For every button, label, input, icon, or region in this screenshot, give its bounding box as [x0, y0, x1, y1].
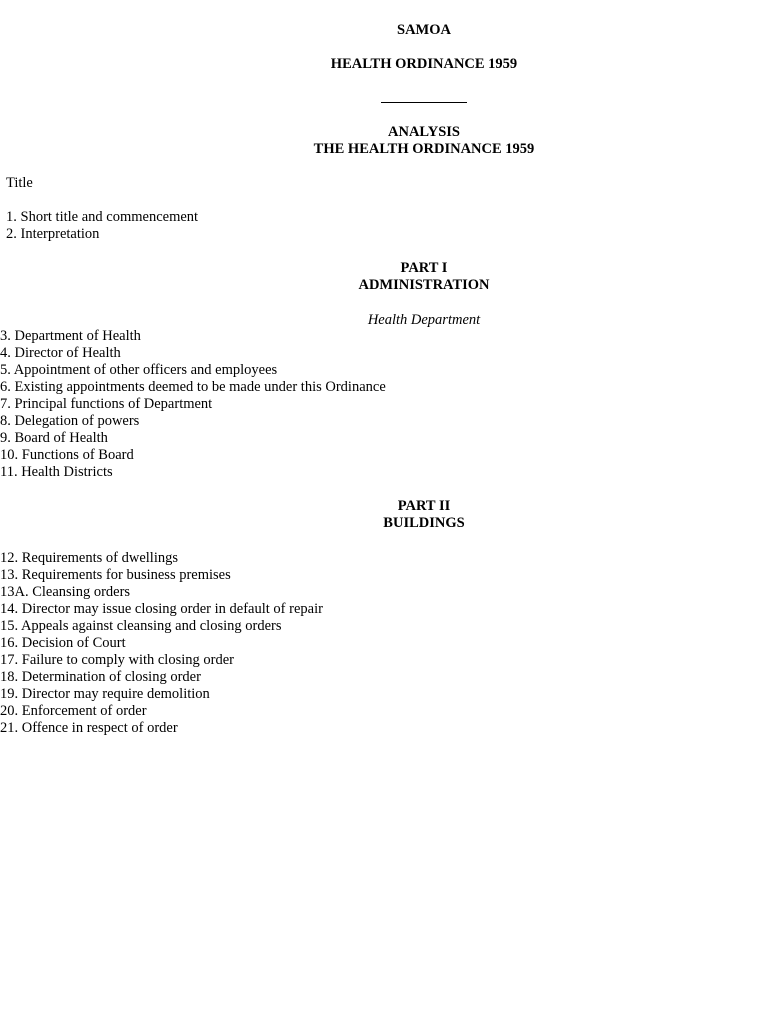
part-1-subheading: Health Department: [367, 312, 481, 328]
list-item: 16. Decision of Court: [0, 635, 126, 651]
preliminary-list: [6, 209, 198, 243]
part-2-heading: BUILDINGS: [383, 515, 465, 531]
list-item: 9. Board of Health: [0, 430, 108, 446]
list-item: 11. Health Districts: [0, 464, 113, 480]
list-item: 19. Director may require demolition: [0, 686, 210, 702]
list-item: 13A. Cleansing orders: [0, 584, 131, 600]
part-1-heading: ADMINISTRATION: [358, 277, 490, 293]
list-item: 8. Delegation of powers: [0, 413, 140, 429]
analysis-label: ANALYSIS: [388, 124, 460, 140]
list-item: 21. Offence in respect of order: [0, 720, 178, 736]
list-item: 3. Department of Health: [0, 328, 141, 344]
list-item: 12. Requirements of dwellings: [0, 550, 179, 566]
list-item: 2. Interpretation: [6, 226, 100, 242]
list-item: 1. Short title and commencement: [6, 209, 199, 225]
country-heading: SAMOA: [397, 22, 451, 38]
title-divider: [381, 102, 467, 103]
list-item: 13. Requirements for business premises: [0, 567, 231, 583]
part-2-list: [0, 550, 323, 737]
title-entry: Title: [6, 175, 33, 191]
list-item: 10. Functions of Board: [0, 447, 134, 463]
act-title: HEALTH ORDINANCE 1959: [330, 56, 518, 72]
list-item: 6. Existing appointments deemed to be made under this Ordinance: [0, 379, 386, 395]
list-item: 17. Failure to comply with closing order: [0, 652, 234, 668]
list-item: 5. Appointment of other officers and employees: [0, 362, 278, 378]
list-item: 4. Director of Health: [0, 345, 121, 361]
list-item: 20. Enforcement of order: [0, 703, 147, 719]
analysis-title: THE HEALTH ORDINANCE 1959: [313, 141, 535, 157]
part-1-label: PART I: [400, 260, 448, 276]
list-item: 14. Director may issue closing order in default of repair: [0, 601, 323, 617]
part-2-label: PART II: [397, 498, 451, 514]
part-1-list: [0, 328, 386, 481]
list-item: 15. Appeals against cleansing and closing orders: [0, 618, 282, 634]
list-item: 7. Principal functions of Department: [0, 396, 213, 412]
list-item: 18. Determination of closing order: [0, 669, 201, 685]
